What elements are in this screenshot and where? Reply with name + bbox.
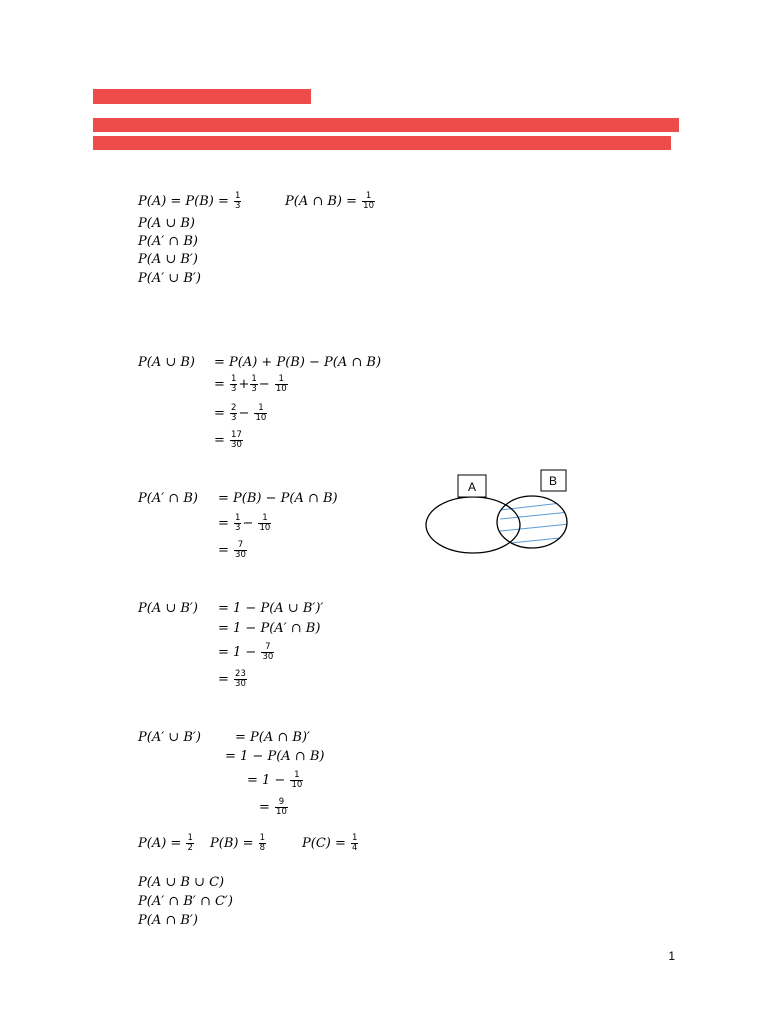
sol2-row1: = P(B) − P(A ∩ B) xyxy=(218,491,338,506)
question-4: P(A′ ∪ B′) xyxy=(138,271,201,286)
question2-3: P(A ∩ B′) xyxy=(138,913,198,928)
venn-circle-b xyxy=(497,496,567,548)
question-3: P(A ∪ B′) xyxy=(138,252,198,267)
sol2-row2: = $\frac{1}{3}$ − $\frac{1}{10}$ xyxy=(218,513,271,533)
sol4-row3: = 1 − $\frac{1}{10}$ xyxy=(247,770,303,790)
sol3-row2: = 1 − P(A′ ∩ B) xyxy=(218,621,321,636)
given-pab: P(A ∩ B) = $\frac{1}{10}$ xyxy=(285,191,374,211)
venn-label-b: B xyxy=(548,474,558,488)
sol4-row4: = $\frac{9}{10}$ xyxy=(259,797,287,817)
given2-pb: P(B) = $\frac{1}{8}$ xyxy=(210,833,266,853)
sol3-row3: = 1 − $\frac{7}{30}$ xyxy=(218,642,274,662)
sol2-row3: = $\frac{7}{30}$ xyxy=(218,540,246,560)
sol2-lhs: P(A′ ∩ B) xyxy=(138,491,198,506)
sol1-row3: = $\frac{2}{3}$ − $\frac{1}{10}$ xyxy=(214,403,267,423)
sol4-row2: = 1 − P(A ∩ B) xyxy=(225,749,325,764)
sol4-lhs: P(A′ ∪ B′) xyxy=(138,730,201,745)
given2-pc: P(C) = $\frac{1}{4}$ xyxy=(302,833,358,853)
fraction: $\frac{1}{3}$ xyxy=(235,191,241,211)
sol1-row2: = $\frac{1}{3}$ + $\frac{1}{3}$ − $\frac{1}{10}$ xyxy=(214,374,287,394)
sol1-lhs: P(A ∪ B) xyxy=(138,355,195,370)
question2-1: P(A ∪ B ∪ C) xyxy=(138,875,225,890)
sol3-row1: = 1 − P(A ∪ B′)′ xyxy=(218,601,324,616)
given2-pa: P(A) = $\frac{1}{2}$ xyxy=(138,833,193,853)
page-number: 1 xyxy=(668,949,675,963)
venn-label-a: A xyxy=(467,480,477,494)
sol3-lhs: P(A ∪ B′) xyxy=(138,601,198,616)
question2-2: P(A′ ∩ B′ ∩ C′) xyxy=(138,894,233,909)
sol4-row1: = P(A ∩ B)′ xyxy=(235,730,310,745)
question-1: P(A ∪ B) xyxy=(138,216,195,231)
sol3-row4: = $\frac{23}{30}$ xyxy=(218,669,246,689)
given-pa-pb: P(A) = P(B) = $\frac{1}{3}$ xyxy=(138,191,241,211)
sol1-row4: = $\frac{17}{30}$ xyxy=(214,430,242,450)
question-2: P(A′ ∩ B) xyxy=(138,234,198,249)
sol1-row1: = P(A) + P(B) − P(A ∩ B) xyxy=(214,355,382,370)
fraction: $\frac{1}{10}$ xyxy=(363,191,374,211)
